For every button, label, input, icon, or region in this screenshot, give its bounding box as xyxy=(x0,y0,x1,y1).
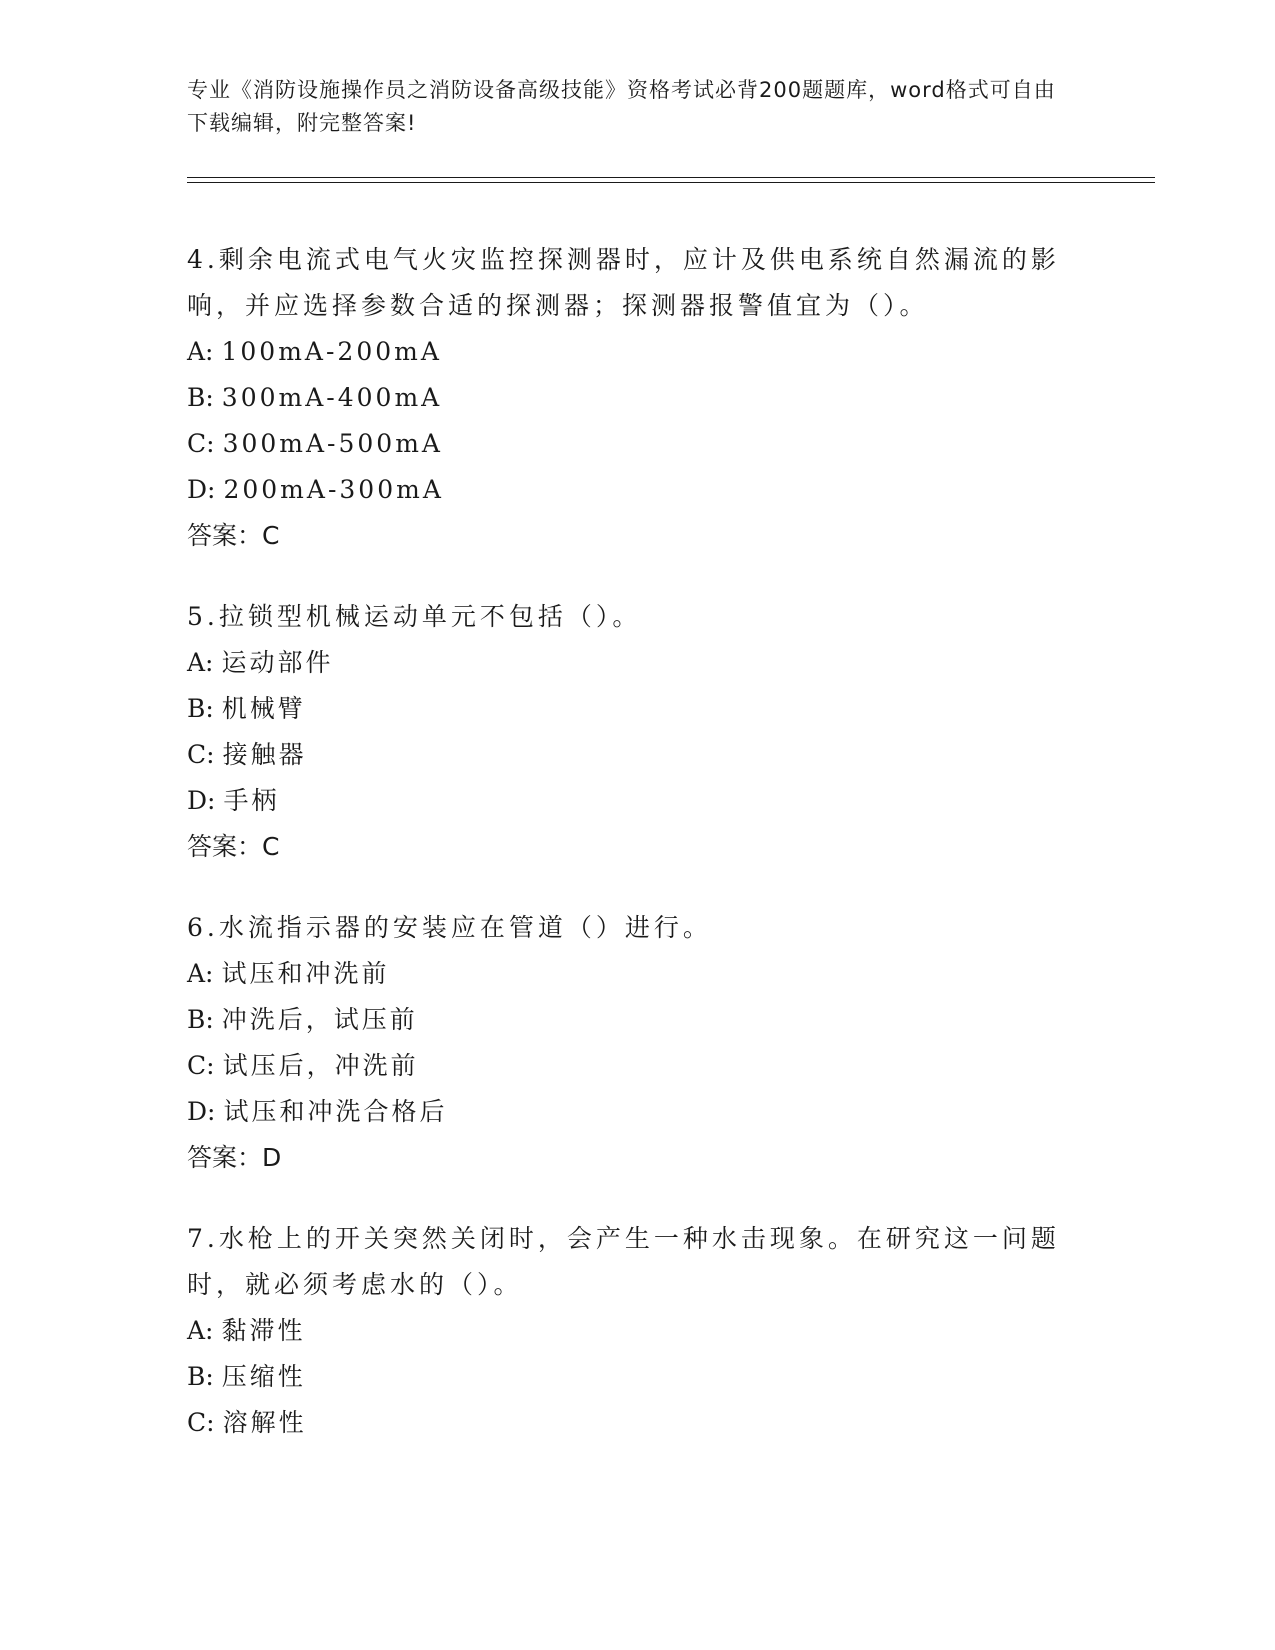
option-d xyxy=(187,1089,1067,1135)
option-text: 试压和冲洗前 xyxy=(221,959,390,988)
option-letter: C: xyxy=(187,1408,215,1437)
option-text: 200mA-300mA xyxy=(223,475,444,504)
question-stem: 5.拉锁型机械运动单元不包括（）。 xyxy=(187,602,642,631)
option-text: 手柄 xyxy=(223,786,280,815)
option-letter: A: xyxy=(187,337,214,366)
option-letter: B: xyxy=(187,1362,214,1391)
option-b xyxy=(187,375,1067,421)
option-c xyxy=(187,421,1067,467)
option-text: 试压和冲洗合格后 xyxy=(223,1097,448,1126)
option-b xyxy=(187,1354,1067,1400)
option-text: 机械臂 xyxy=(221,694,306,723)
option-text: 100mA-200mA xyxy=(221,337,442,366)
option-letter: C: xyxy=(187,1051,215,1080)
question-list xyxy=(187,237,1067,1481)
option-text: 溶解性 xyxy=(222,1408,307,1437)
option-letter: C: xyxy=(187,429,215,458)
option-d xyxy=(187,467,1067,513)
question-stem: 6.水流指示器的安装应在管道（）进行。 xyxy=(187,913,712,942)
option-c xyxy=(187,732,1067,778)
question-stem: 4.剩余电流式电气火灾监控探测器时，应计及供电系统自然漏流的影响，并应选择参数合适的探测器；探测器报警值宜为（）。 xyxy=(187,245,1060,320)
option-c xyxy=(187,1400,1067,1446)
header-divider-top xyxy=(187,177,1155,178)
option-letter: D: xyxy=(187,475,216,504)
option-letter: B: xyxy=(187,1005,214,1034)
option-a xyxy=(187,329,1067,375)
option-text: 黏滞性 xyxy=(221,1316,306,1345)
document-header: 专业《消防设施操作员之消防设备高级技能》资格考试必背200题题库，word格式可自由下载编辑，附完整答案! xyxy=(187,78,1056,135)
question-stem: 7.水枪上的开关突然关闭时，会产生一种水击现象。在研究这一问题时，就必须考虑水的（）。 xyxy=(187,1224,1060,1299)
answer-line: 答案：C xyxy=(187,521,280,550)
question-item xyxy=(187,237,1067,559)
question-item xyxy=(187,1216,1067,1446)
option-a xyxy=(187,951,1067,997)
option-letter: C: xyxy=(187,740,215,769)
option-text: 压缩性 xyxy=(221,1362,306,1391)
option-text: 运动部件 xyxy=(221,648,334,677)
question-item xyxy=(187,905,1067,1181)
option-c xyxy=(187,1043,1067,1089)
option-text: 试压后，冲洗前 xyxy=(222,1051,419,1080)
option-letter: A: xyxy=(187,648,214,677)
option-text: 冲洗后，试压前 xyxy=(221,1005,418,1034)
option-b xyxy=(187,997,1067,1043)
option-letter: B: xyxy=(187,383,214,412)
option-letter: A: xyxy=(187,959,214,988)
option-d xyxy=(187,778,1067,824)
option-text: 接触器 xyxy=(222,740,307,769)
option-letter: D: xyxy=(187,1097,216,1126)
question-item xyxy=(187,594,1067,870)
option-text: 300mA-500mA xyxy=(222,429,443,458)
option-text: 300mA-400mA xyxy=(221,383,443,412)
answer-line: 答案：C xyxy=(187,832,280,861)
header-divider-bottom xyxy=(187,182,1155,183)
option-a xyxy=(187,640,1067,686)
option-letter: D: xyxy=(187,786,216,815)
option-a xyxy=(187,1308,1067,1354)
option-letter: A: xyxy=(187,1316,214,1345)
option-letter: B: xyxy=(187,694,214,723)
answer-line: 答案：D xyxy=(187,1143,282,1172)
option-b xyxy=(187,686,1067,732)
